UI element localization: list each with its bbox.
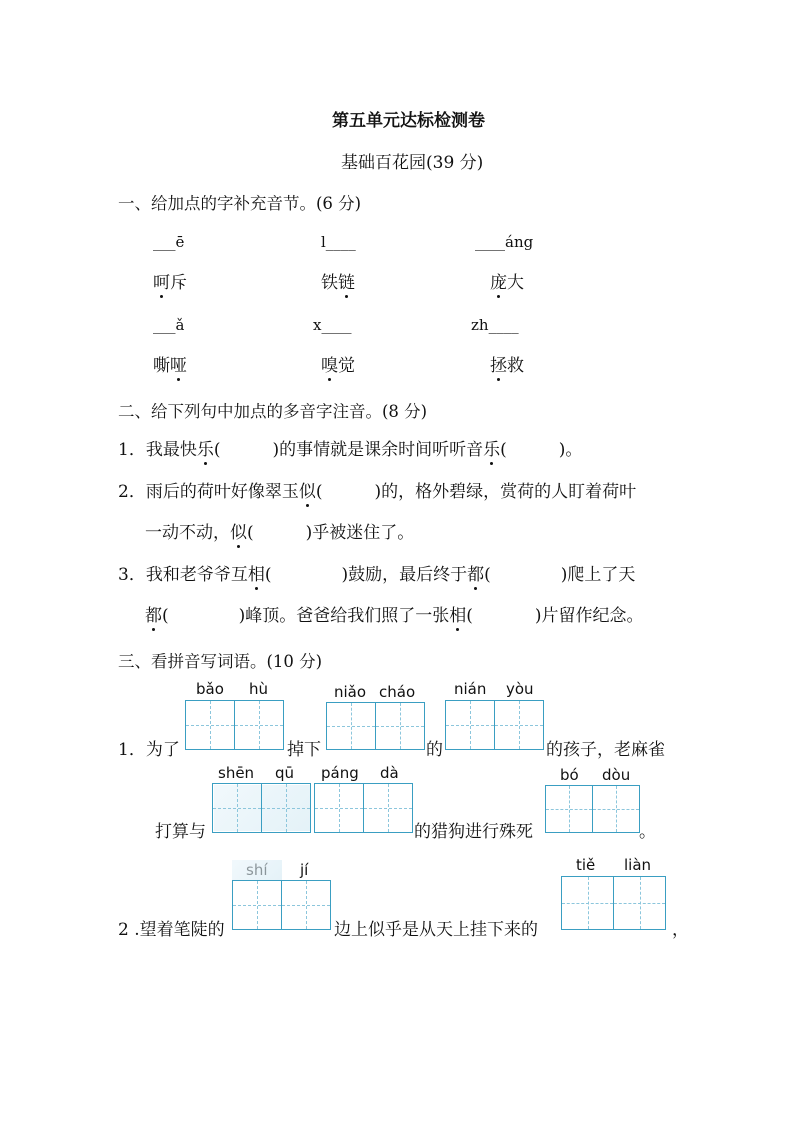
pinyin-ji: jí bbox=[300, 861, 309, 879]
blank-5: x____ bbox=[313, 316, 352, 334]
answer-grid-baohu[interactable] bbox=[185, 700, 284, 750]
pinyin-hu: hù bbox=[249, 680, 269, 698]
pinyin-bo: bó bbox=[560, 766, 579, 784]
page-title: 第五单元达标检测卷 bbox=[332, 111, 485, 131]
word-zhengjiu: 拯救 bbox=[490, 351, 524, 376]
section1-heading: 一、给加点的字补充音节。(6 分) bbox=[118, 194, 362, 213]
q3-1-text-d: 的孩子，老麻雀 bbox=[546, 740, 665, 760]
q2-2-line2: 一动不动，似( )乎被迷住了。 bbox=[145, 518, 414, 543]
pinyin-shen: shēn bbox=[218, 764, 255, 782]
pinyin-dou: dòu bbox=[602, 766, 631, 784]
watermark-2 bbox=[232, 860, 282, 882]
q3-1-text-f: 的猎狗进行殊死 bbox=[414, 822, 533, 842]
answer-grid-pangda[interactable] bbox=[314, 783, 413, 833]
answer-grid-nianyou[interactable] bbox=[445, 700, 544, 750]
word-siya: 嘶哑 bbox=[153, 351, 187, 376]
q3-1-text-g: 。 bbox=[639, 822, 656, 842]
word-xiujue: 嗅觉 bbox=[321, 351, 355, 376]
blank-3: ____áng bbox=[475, 233, 534, 251]
q2-3-line1: 3．我和老爷爷互相( )鼓励，最后终于都( )爬上了天 bbox=[118, 560, 635, 585]
q2-3-line2: 都( )峰顶。爸爸给我们照了一张相( )片留作纪念。 bbox=[145, 601, 644, 626]
blank-1: ___ē bbox=[153, 233, 185, 251]
section2-heading: 二、给下列句中加点的多音字注音。(8 分) bbox=[118, 402, 428, 421]
q3-2-text-b: 边上似乎是从天上挂下来的 bbox=[334, 920, 538, 940]
pinyin-bao: bǎo bbox=[196, 680, 224, 698]
word-pangda: 庞大 bbox=[490, 268, 524, 293]
answer-grid-bodou[interactable] bbox=[545, 785, 640, 833]
blank-4: ___ǎ bbox=[153, 316, 185, 334]
word-hechi: 呵斥 bbox=[153, 268, 187, 293]
pinyin-niao: niǎo bbox=[334, 683, 367, 701]
q2-2-line1: 2．雨后的荷叶好像翠玉似( )的，格外碧绿，赏荷的人盯着荷叶 bbox=[118, 477, 636, 502]
q3-1-text-b: 掉下 bbox=[287, 740, 321, 760]
q3-1-text-c: 的 bbox=[426, 740, 443, 760]
q3-2-text-c: ， bbox=[672, 920, 689, 940]
answer-grid-shenqu[interactable] bbox=[212, 783, 311, 833]
pinyin-chao: cháo bbox=[379, 683, 416, 701]
q3-1-text-e: 打算与 bbox=[155, 822, 206, 842]
subtitle: 基础百花园(39 分) bbox=[341, 153, 484, 173]
answer-grid-tielian[interactable] bbox=[561, 876, 666, 930]
pinyin-lian: liàn bbox=[624, 856, 652, 874]
word-tielian: 铁链 bbox=[321, 268, 355, 293]
pinyin-da: dà bbox=[380, 764, 399, 782]
pinyin-nian: nián bbox=[454, 680, 487, 698]
section3-heading: 三、看拼音写词语。(10 分) bbox=[118, 652, 323, 671]
pinyin-qu: qū bbox=[275, 764, 295, 782]
q2-1: 1．我最快乐( )的事情就是课余时间听听音乐( )。 bbox=[118, 435, 582, 460]
answer-grid-shiji[interactable] bbox=[232, 880, 331, 930]
blank-2: l____ bbox=[321, 233, 356, 251]
pinyin-pang: páng bbox=[321, 764, 359, 782]
blank-6: zh____ bbox=[471, 316, 519, 334]
q3-1-text-a: 1．为了 bbox=[118, 740, 180, 760]
answer-grid-niaochao[interactable] bbox=[326, 702, 425, 750]
q3-2-text-a: 2 .望着笔陡的 bbox=[118, 920, 225, 940]
pinyin-tie: tiě bbox=[576, 856, 596, 874]
pinyin-you: yòu bbox=[506, 680, 534, 698]
